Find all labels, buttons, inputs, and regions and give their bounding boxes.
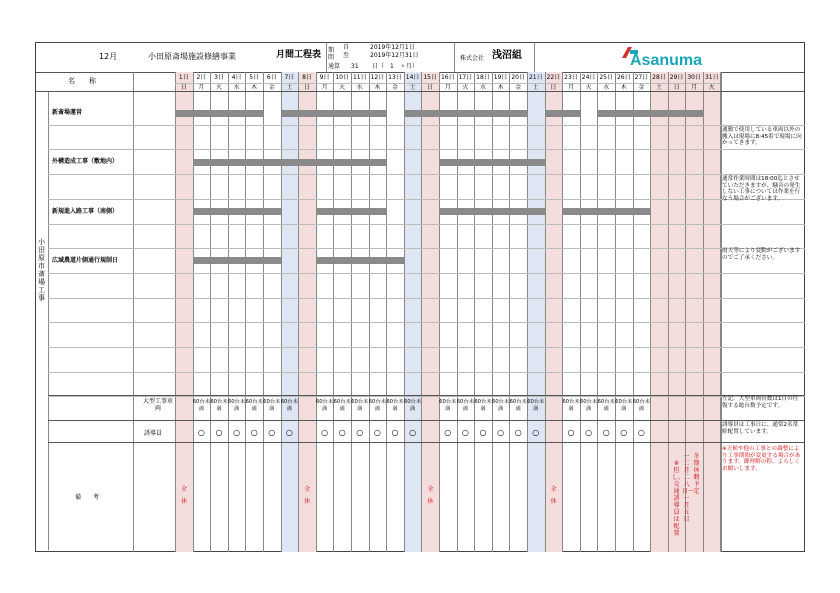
gantt-bar [193,208,281,215]
day-number: 5日 [249,74,260,81]
header-sub-line [175,83,720,84]
day-number: 24日 [581,74,596,81]
weekday: 火 [585,84,592,91]
day-column-line [474,72,475,552]
day-number: 3日 [214,74,224,81]
note-work-hours: 通常作業時間は18:00迄とさせていただきますが、騒音の発生しない工事については作業を行なう場合がございます。 [722,176,801,202]
day-number: 27日 [634,74,649,81]
guard-mark: ○ [444,428,452,437]
header-divider-3 [534,42,535,72]
day-number: 23日 [564,74,578,81]
note-guards: 誘導員は工事日に、通常2名常駐配置しています。 [722,422,799,435]
note-vehicles: 左記、大型車両台数は1日の往復する総台数予定です。 [722,396,799,409]
guard-mark: ○ [637,428,645,437]
day-number: 9日 [319,74,330,81]
name-header: 名 称 [68,77,96,85]
day-column-line [421,72,422,552]
weekday: 金 [638,84,645,91]
day-shade [298,72,316,552]
day-number: 26日 [616,74,631,81]
day-column-line [228,72,229,552]
day-number: 12日 [370,74,385,81]
day-number: 4日 [231,74,242,81]
vehicle-count: 60台未満 [386,399,404,412]
guard-mark: ○ [373,428,381,437]
gantt-bar [562,208,650,215]
task-name-3: 新規進入路工事（南側） [52,208,119,215]
winter-break-title: 冬期休暇予定 [693,453,700,495]
gantt-bar [193,159,387,166]
row-line [48,248,805,249]
day-column-line [492,72,493,552]
guard-mark: ○ [585,428,593,437]
day-number: 28日 [652,74,666,81]
day-shade [281,72,299,552]
guard-mark: ○ [532,428,540,437]
note-delivery: 通勤で使用している車両以外の搬入は現場に8:45着で現場に向かってきます。 [722,127,802,147]
row-line [48,298,805,299]
day-number: 10日 [335,74,349,81]
vehicle-count: 60台未満 [245,399,263,412]
guard-mark: ○ [356,428,364,437]
guard-mark: ○ [268,428,276,437]
day-number: 17日 [458,74,473,81]
weekday: 土 [532,84,539,91]
day-number: 13日 [388,74,402,81]
period-label: 期間 [328,47,335,61]
gantt-bar [439,208,545,215]
day-number: 30日 [687,74,701,81]
weekday: 月 [321,84,328,91]
winter-break-note: ※但し、交通誘導員は配置 [672,460,685,537]
weekday: 金 [515,84,522,91]
guard-label: 誘導員 [144,430,163,437]
to-date: 2019年12月31日 [370,52,419,59]
vehicle-count: 60台未満 [509,399,527,412]
guard-mark: ○ [514,428,522,437]
company-name: 浅沼組 [492,50,522,61]
day-column-line [615,72,616,552]
vehicle-count: 60台未満 [403,399,422,412]
gantt-bar [597,110,703,117]
weekday: 金 [391,84,398,91]
day-shade [404,72,422,552]
sub-column-line [133,72,134,552]
weekday: 水 [356,84,363,91]
weekday: 金 [268,84,275,91]
row-line-vehicle [48,395,805,396]
guard-mark: ○ [497,428,505,437]
day-column-line [439,72,440,552]
day-column-line [351,72,352,552]
day-column-line [580,72,581,552]
row-line [48,125,805,126]
vehicle-count: 60台未満 [333,399,351,412]
vehicle-count: 60台未満 [527,399,545,412]
day-column-line [245,72,246,552]
row-line [48,199,805,200]
notes-column-line [720,72,721,552]
day-shade [703,72,721,552]
day-column-line [457,72,458,552]
doc-title: 月間工程表 [276,50,322,60]
day-column-line [650,72,651,552]
guard-mark: ○ [321,428,329,437]
row-line [48,174,805,175]
month-label: 12月 [99,52,118,61]
to-label: 至 [343,52,350,59]
vehicle-count: 60台未満 [491,399,510,412]
weekday: 日 [673,84,680,91]
day-number: 22日 [546,74,561,81]
gantt-bar [545,110,580,117]
day-number: 2日 [196,74,207,81]
weekday: 火 [339,84,346,91]
weekday: 水 [479,84,486,91]
day-number: 11日 [352,74,367,81]
vehicle-label: 大型工事車両 [142,398,173,412]
vehicle-count: 60台未満 [368,399,387,412]
project-name: 小田原斎場施設修繕事業 [148,52,236,61]
day-column-line [298,72,299,552]
day-column-line [527,72,528,552]
gantt-bar [404,110,527,117]
weekday: 木 [620,84,627,91]
vehicle-count: 60台未満 [315,399,334,412]
row-line-guard [48,420,805,421]
note-weather: 雨天等により変動がございますのでご了承ください。 [722,248,801,261]
day-column-line [175,72,176,552]
weekday: 日 [427,84,434,91]
vehicle-count: 60台未満 [280,399,299,412]
vehicle-count: 60台未満 [579,399,598,412]
remarks-label: 備 考 [75,494,100,501]
day-shade [527,72,545,552]
day-number: 25日 [599,74,613,81]
day-number: 21日 [528,74,543,81]
weekday: 月 [691,84,698,91]
note-schedule-change: ※天候や他の工事との調整により工事期間が変更する場合があります。御理解の程、よろしくお願いします。 [722,446,801,472]
left-group-label: 小田原市斎場工事 [38,238,45,302]
day-column-line [545,72,546,552]
guard-mark: ○ [602,428,610,437]
weekday: 月 [567,84,574,91]
guard-mark: ○ [461,428,469,437]
day-column-line [703,72,704,552]
total-label: 通算 [328,63,341,70]
day-shade [175,72,193,552]
day-column-line [509,72,510,552]
full-holiday-label: 全休 [550,486,557,505]
day-column-line [597,72,598,552]
row-line [48,322,805,323]
day-column-line [263,72,264,552]
winter-break-dates: 一二月二八日〜一月五日 [682,453,695,523]
full-holiday-label: 全休 [180,486,187,505]
guard-mark: ○ [285,428,293,437]
vehicle-count: 60台未満 [263,399,281,412]
day-shade [650,72,668,552]
weekday: 木 [374,84,381,91]
day-number: 16日 [440,74,455,81]
row-line [48,149,805,150]
day-number: 31日 [704,74,719,81]
weekday-bottom-line [35,91,805,92]
weekday: 火 [708,84,715,91]
day-shade [421,72,439,552]
weekday: 日 [550,84,557,91]
weekday: 月 [444,84,451,91]
day-column-line [369,72,370,552]
day-column-line [633,72,634,552]
weekday: 日 [303,84,310,91]
logo-text: Asanuma [630,52,703,69]
vehicle-count: 60台未満 [439,399,457,412]
day-column-line [316,72,317,552]
day-number: 14日 [405,74,420,81]
row-line [48,224,805,225]
vehicle-count: 60台未満 [351,399,369,412]
gantt-bar [281,110,387,117]
gantt-bar [316,257,404,264]
from-label: 自 [343,44,350,51]
weekday: 水 [233,84,240,91]
day-number: 15日 [423,74,437,81]
gantt-bar [193,257,281,264]
vehicle-count: 60台未満 [192,399,211,412]
guard-mark: ○ [479,428,487,437]
day-column-line [562,72,563,552]
name-column-line [48,91,49,550]
guard-mark: ○ [197,428,205,437]
vehicle-count: 60台未満 [227,399,246,412]
total-days: 31 [351,63,359,70]
day-column-line [386,72,387,552]
day-shade [545,72,563,552]
guard-mark: ○ [250,428,258,437]
row-line [48,372,805,373]
weekday: 月 [198,84,205,91]
gantt-bar [175,110,263,117]
row-line-remarks [48,442,805,443]
day-column-line [668,72,669,552]
guard-mark: ○ [620,428,628,437]
gantt-bar [439,159,545,166]
day-column-line [404,72,405,552]
weekday: 火 [462,84,469,91]
row-line [48,273,805,274]
day-number: 6日 [266,74,277,81]
guard-mark: ○ [338,428,346,437]
weekday: 火 [215,84,222,91]
day-number: 29日 [669,74,684,81]
day-number: 20日 [511,74,525,81]
vehicle-count: 60台未満 [562,399,580,412]
day-column-line [281,72,282,552]
days-unit: 日（ 1 ヶ月） [372,63,418,70]
day-column-line [193,72,194,552]
weekday: 土 [286,84,293,91]
guard-mark: ○ [215,428,223,437]
full-holiday-label: 全休 [427,486,434,505]
gantt-bar [316,208,386,215]
header-divider [326,42,327,72]
weekday: 日 [180,84,187,91]
day-column-line [210,72,211,552]
vehicle-count: 60台未満 [456,399,475,412]
vehicle-count: 60台未満 [210,399,228,412]
row-line [48,347,805,348]
weekday: 土 [655,84,662,91]
vehicle-count: 60台未満 [615,399,633,412]
weekday: 木 [251,84,258,91]
asanuma-logo [620,46,740,70]
from-date: 2019年12月1日 [370,44,415,51]
vehicle-count: 60台未満 [474,399,492,412]
day-number: 18日 [476,74,490,81]
company-prefix: 株式会社 [460,55,485,62]
day-number: 7日 [284,74,295,81]
day-number: 8日 [302,74,312,81]
weekday: 木 [497,84,504,91]
guard-mark: ○ [409,428,417,437]
weekday: 水 [603,84,610,91]
full-holiday-label: 全休 [304,486,311,505]
task-name-1: 新斎場運営 [52,109,83,116]
task-name-4: 広域農道片側通行規制日 [52,257,119,264]
day-number: 19日 [493,74,508,81]
guard-mark: ○ [391,428,399,437]
task-name-2: 外構造成工事（敷地内） [52,158,119,165]
day-number: 1日 [178,74,189,81]
guard-mark: ○ [233,428,241,437]
vehicle-count: 60台未満 [632,399,651,412]
vehicle-count: 60台未満 [597,399,615,412]
header-divider-2 [454,42,455,72]
day-column-line [333,72,334,552]
weekday: 土 [409,84,416,91]
guard-mark: ○ [567,428,575,437]
